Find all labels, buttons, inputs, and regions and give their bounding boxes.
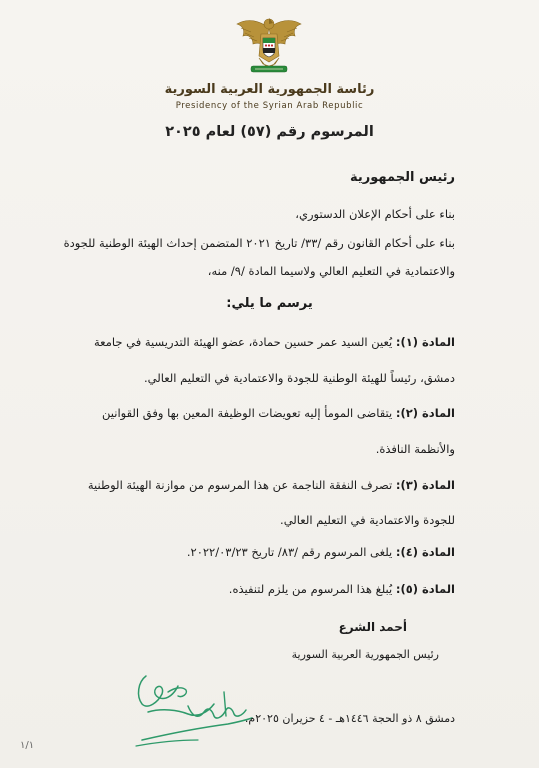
decrees-heading: يرسم ما يلي:: [226, 296, 313, 311]
preamble-law-line-2: والاعتمادية في التعليم العالي ولاسيما المادة /٩/ منه،: [207, 264, 455, 278]
signatory-name: أحمد الشرع: [338, 620, 407, 634]
article-5-text: يُبلغ هذا المرسوم من يلزم لتنفيذه.: [228, 582, 393, 596]
date-line: دمشق ٨ ذو الحجة ١٤٤٦هـ - ٤ حزيران ٢٠٢٥م.: [244, 712, 455, 725]
article-1-label: المادة (١):: [395, 335, 455, 349]
presidency-arabic-heading: رئاسة الجمهورية العربية السورية: [164, 82, 375, 97]
article-5-label: المادة (٥):: [395, 582, 455, 596]
syrian-eagle-emblem: [235, 14, 303, 76]
article-1-line-1: [94, 335, 455, 349]
decree-title: المرسوم رقم (٥٧) لعام ٢٠٢٥: [165, 124, 374, 140]
preamble-law-line-1: بناء على أحكام القانون رقم /٣٣/ تاريخ ٢٠٢١ المتضمن إحداث الهيئة الوطنية للجودة: [63, 236, 455, 250]
signatory-position: رئيس الجمهورية العربية السورية: [291, 648, 439, 661]
article-1-text: يُعين السيد عمر حسين حمادة، عضو الهيئة التدريسية في جامعة: [93, 335, 393, 349]
article-3-label: المادة (٣):: [395, 478, 455, 492]
article-2-line-2: والأنظمة النافذة.: [375, 442, 455, 456]
article-3-line-1: [88, 478, 455, 492]
article-2-label: المادة (٢):: [395, 406, 455, 420]
handwritten-signature: [128, 662, 256, 752]
article-3-line-2: للجودة والاعتمادية في التعليم العالي.: [280, 513, 455, 527]
article-4-label: المادة (٤):: [395, 545, 455, 559]
article-3-text: تصرف النفقة الناجمة عن هذا المرسوم من موازنة الهيئة الوطنية: [87, 478, 393, 492]
page-number: ١/١: [20, 740, 35, 751]
article-5-line-1: [229, 582, 455, 596]
article-2-text: يتقاضى المومأ إليه تعويضات الوظيفة المعين بها وفق القوانين: [102, 406, 393, 420]
article-1-line-2: دمشق، رئيساً للهيئة الوطنية للجودة والاعتمادية في التعليم العالي.: [143, 371, 455, 385]
preamble-constitution: بناء على أحكام الإعلان الدستوري،: [295, 207, 455, 221]
presidency-english-heading: Presidency of the Syrian Arab Republic: [175, 101, 364, 111]
article-4-text: يلغى المرسوم رقم /٨٣/ تاريخ ٢٠٢٢/٠٣/٢٣.: [186, 545, 393, 559]
issuer-heading: رئيس الجمهورية: [350, 170, 455, 185]
article-2-line-1: [102, 406, 455, 420]
article-4-line-1: [187, 545, 455, 559]
